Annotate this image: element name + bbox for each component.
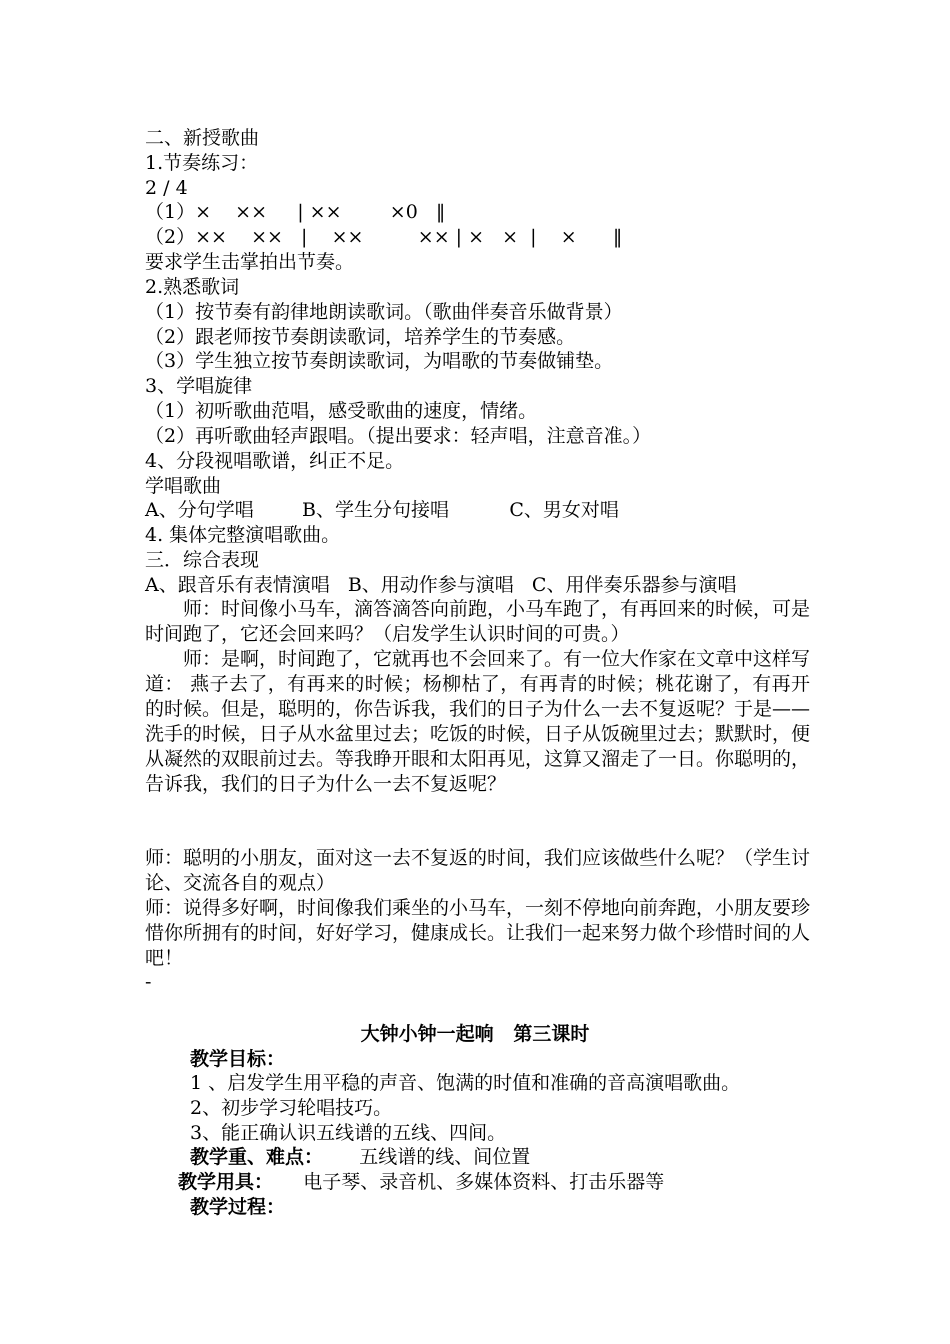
process-label: 教学过程： [190,1196,286,1218]
teacher-paragraph-3: 师：聪明的小朋友，面对这一去不复返的时间，我们应该做些什么呢？（学生讨论、交流各自的观点） [145,847,811,894]
goal-3: 3、能正确认识五线谱的五线、四间。 [190,1122,507,1144]
section-heading-performance: 三．综合表现 [145,549,260,571]
key-points-value: 五线谱的线、间位置 [323,1146,531,1168]
lesson-title: 大钟小钟一起响 第三课时 [360,1023,590,1045]
melody-step-1: （1）初听歌曲范唱，感受歌曲的速度，情绪。 [145,400,538,422]
melody-step-2: （2）再听歌曲轻声跟唱。（提出要求：轻声唱，注意音准。） [145,425,652,447]
score-step: 4、分段视唱歌谱，纠正不足。 [145,450,405,472]
lyrics-step-2: （2）跟老师按节奏朗读歌词，培养学生的节奏感。 [145,326,576,348]
time-signature: 2 / 4 [145,177,188,199]
goal-1: 1 、启发学生用平稳的声音、饱满的时值和准确的音高演唱歌曲。 [190,1072,741,1094]
ensemble-step: 4. 集体完整演唱歌曲。 [145,524,341,546]
rhythm-practice-heading: 1.节奏练习： [145,152,259,174]
key-points-label: 教学重、难点： [190,1146,324,1168]
lyrics-step-3: （3）学生独立按节奏朗读歌词，为唱歌的节奏做铺垫。 [145,350,614,372]
teacher-paragraph-1: 师：时间像小马车，滴答滴答向前跑，小马车跑了，有再回来的时候，可是时间跑了，它还会回来吗？（启发学生认识时间的可贵。） [145,598,811,645]
section-heading-new-song: 二、新授歌曲 [145,127,260,149]
rhythm-pattern-2: （2）×× ×× | ×× ×× | × × | × ‖ [145,226,623,248]
lyrics-heading: 2.熟悉歌词 [145,276,240,298]
performance-options: A、跟音乐有表情演唱 B、用动作参与演唱 C、用伴奏乐器参与演唱 [145,574,737,596]
teacher-paragraph-2: 师：是啊，时间跑了，它就再也不会回来了。有一位大作家在文章中这样写道： 燕子去了，有再来的时候；杨柳枯了，有再青的时候；桃花谢了，有再开的时候。但是，聪明的，你告诉我，我们的日子为什么一去不复返呢？于是——洗手的时候，日子从水盆里过去；吃饭的时候，日子从饭碗里过去；默默时，便从凝然的双眼前过去。等我睁开眼和太阳再见，这算又溜走了一日。你聪明的，告诉我，我们的日子为什么一去不复返呢？ [145,648,811,795]
rhythm-pattern-1: （1）× ×× | ×× ×0 ‖ [145,201,446,223]
separator-dash: - [145,971,152,993]
tools-row [178,1170,664,1194]
melody-heading: 3、学唱旋律 [145,375,253,397]
goal-2: 2、初步学习轮唱技巧。 [190,1097,393,1119]
learn-song-heading: 学唱歌曲 [145,475,222,497]
key-points-row [190,1145,530,1169]
goals-label: 教学目标： [190,1048,286,1070]
rhythm-requirement: 要求学生击掌拍出节奏。 [145,251,355,273]
tools-label: 教学用具： [178,1171,274,1193]
lyrics-step-1: （1）按节奏有韵律地朗读歌词。（歌曲伴奏音乐做背景） [145,301,623,323]
tools-value: 电子琴、录音机、多媒体资料、打击乐器等 [273,1171,665,1193]
learn-song-options: A、分句学唱 B、学生分句接唱 C、男女对唱 [145,499,619,521]
teacher-paragraph-4: 师：说得多好啊，时间像我们乘坐的小马车，一刻不停地向前奔跑，小朋友要珍惜你所拥有的时间，好好学习，健康成长。让我们一起来努力做个珍惜时间的人吧！ [145,897,811,969]
